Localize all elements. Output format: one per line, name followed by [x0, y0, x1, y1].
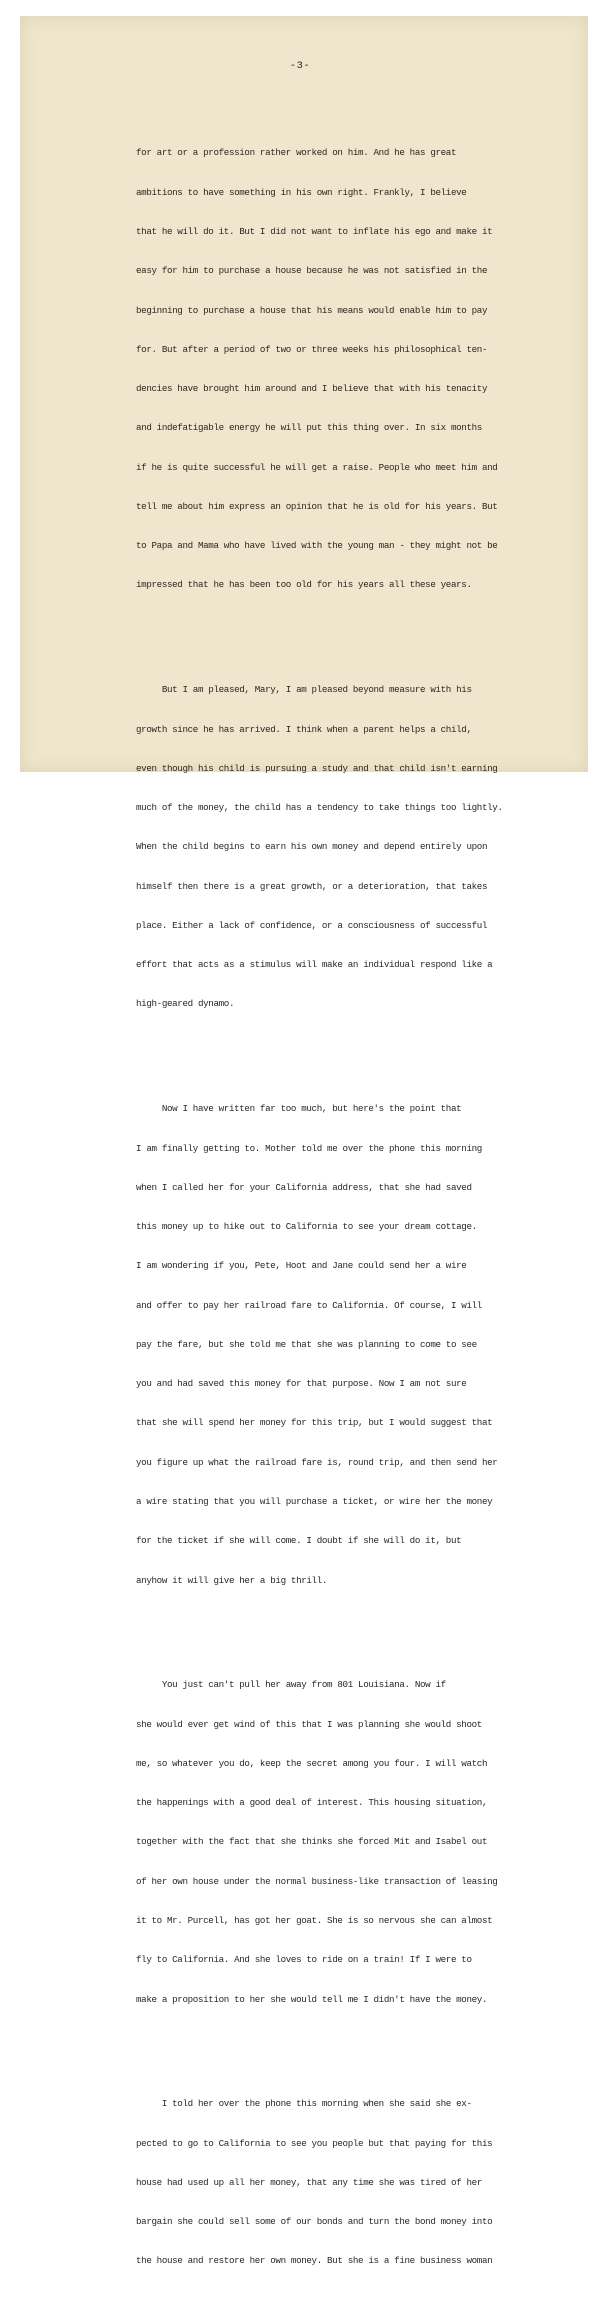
text-line: if he is quite successful he will get a raise. People who meet him and	[136, 461, 498, 473]
page-number: -3-	[289, 60, 311, 72]
text-line: impressed that he has been too old for his years all these years.	[136, 579, 472, 591]
text-line: this money up to hike out to California to see your dream cottage.	[136, 1221, 477, 1233]
paragraph-5	[136, 2071, 536, 2294]
text-line: high-geared dynamo.	[136, 998, 235, 1010]
text-line: that she will spend her money for this trip, but I would suggest that	[136, 1417, 493, 1429]
text-line: I told her over the phone this morning when she said she ex-	[136, 2098, 472, 2110]
text-line: when I called her for your California address, that she had saved	[136, 1181, 472, 1193]
text-line: house had used up all her money, that any time she was tired of her	[136, 2176, 482, 2188]
text-line: and offer to pay her railroad fare to California. Of course, I will	[136, 1299, 482, 1311]
text-line: growth since he has arrived. I think when a parent helps a child,	[136, 723, 472, 735]
text-line: tell me about him express an opinion that he is old for his years. But	[136, 500, 498, 512]
text-line: I am wondering if you, Pete, Hoot and Jane could send her a wire	[136, 1260, 467, 1272]
text-line: I am finally getting to. Mother told me over the phone this morning	[136, 1142, 482, 1154]
text-line: for the ticket if she will come. I doubt if she will do it, but	[136, 1535, 462, 1547]
text-line: place. Either a lack of confidence, or a consciousness of successful	[136, 919, 488, 931]
text-line: even though his child is pursuing a study and that child isn't earning	[136, 762, 498, 774]
text-line: You just can't pull her away from 801 Louisiana. Now if	[136, 1679, 446, 1691]
text-line: bargain she could sell some of our bonds and turn the bond money into	[136, 2216, 493, 2228]
text-line: the house and restore her own money. But she is a fine business woman	[136, 2255, 493, 2267]
text-line: together with the fact that she thinks she forced Mit and Isabel out	[136, 1836, 488, 1848]
text-line: me, so whatever you do, keep the secret among you four. I will watch	[136, 1757, 488, 1769]
paragraph-3	[136, 1076, 536, 1613]
text-line: easy for him to purchase a house because he was not satisfied in the	[136, 265, 488, 277]
text-line: make a proposition to her she would tell me I didn't have the money.	[136, 1993, 488, 2005]
text-line: beginning to purchase a house that his means would enable him to pay	[136, 304, 488, 316]
text-line: the happenings with a good deal of interest. This housing situation,	[136, 1797, 488, 1809]
text-line: much of the money, the child has a tendency to take things too lightly.	[136, 802, 503, 814]
paragraph-1	[136, 120, 536, 618]
paragraph-4	[136, 1652, 536, 2032]
paragraph-2	[136, 657, 536, 1037]
text-line: you figure up what the railroad fare is, round trip, and then send her	[136, 1456, 498, 1468]
text-line: effort that acts as a stimulus will make an individual respond like a	[136, 959, 493, 971]
text-line: fly to California. And she loves to ride on a train! If I were to	[136, 1954, 472, 1966]
text-line: she would ever get wind of this that I was planning she would shoot	[136, 1718, 482, 1730]
text-line: you and had saved this money for that purpose. Now I am not sure	[136, 1378, 467, 1390]
text-line: for. But after a period of two or three weeks his philosophical ten-	[136, 343, 488, 355]
text-line: pay the fare, but she told me that she was planning to come to see	[136, 1338, 477, 1350]
text-line: But I am pleased, Mary, I am pleased beyond measure with his	[136, 684, 472, 696]
text-line: of her own house under the normal business-like transaction of leasing	[136, 1875, 498, 1887]
text-line: ambitions to have something in his own right. Frankly, I believe	[136, 186, 467, 198]
text-line: himself then there is a great growth, or a deterioration, that takes	[136, 880, 488, 892]
text-line: to Papa and Mama who have lived with the young man - they might not be	[136, 540, 498, 552]
text-line: anyhow it will give her a big thrill.	[136, 1574, 328, 1586]
text-line: pected to go to California to see you people but that paying for this	[136, 2137, 493, 2149]
text-line: it to Mr. Purcell, has got her goat. She is so nervous she can almost	[136, 1915, 493, 1927]
text-line: that he will do it. But I did not want to inflate his ego and make it	[136, 225, 493, 237]
text-line: for art or a profession rather worked on him. And he has great	[136, 147, 457, 159]
letter-body	[136, 94, 536, 2307]
text-line: a wire stating that you will purchase a ticket, or wire her the money	[136, 1496, 493, 1508]
text-line: and indefatigable energy he will put this thing over. In six months	[136, 422, 482, 434]
text-line: When the child begins to earn his own money and depend entirely upon	[136, 841, 488, 853]
text-line: Now I have written far too much, but here's the point that	[136, 1103, 462, 1115]
text-line: dencies have brought him around and I believe that with his tenacity	[136, 383, 488, 395]
